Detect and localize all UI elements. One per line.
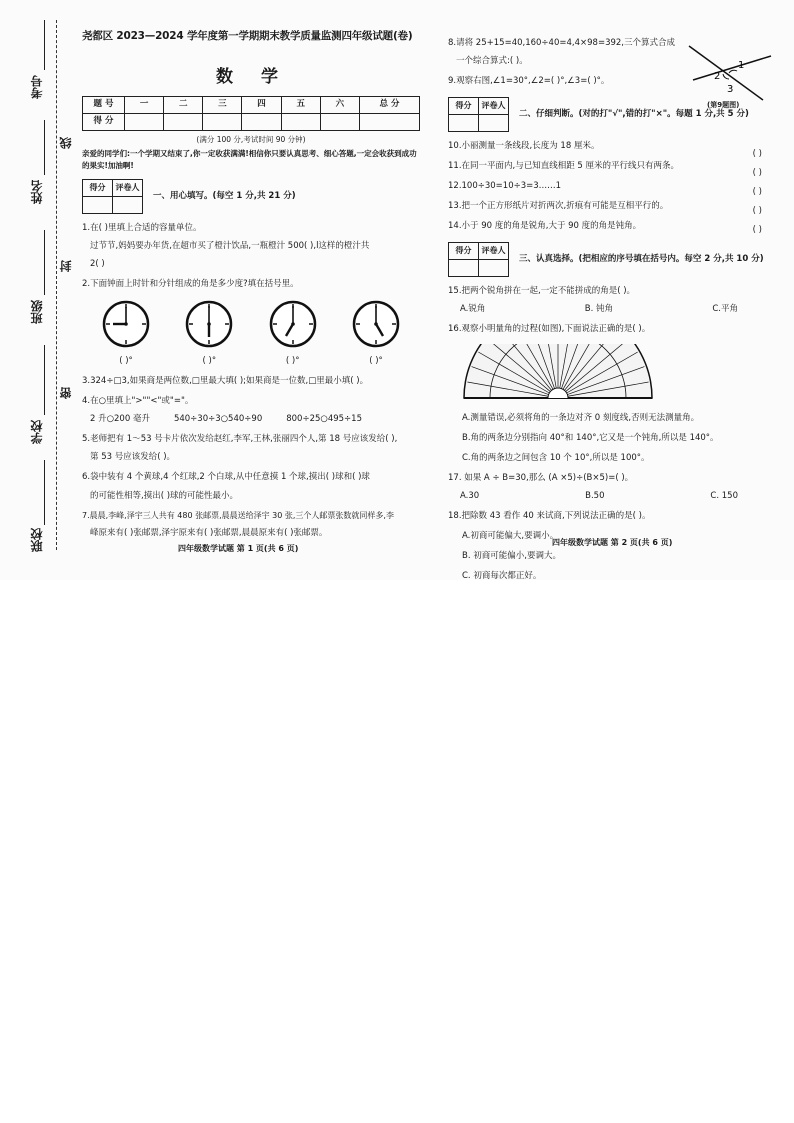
option: A.30 (460, 490, 480, 501)
tf-question: 11.在同一平面内,与已知直线相距 5 厘米的平行线只有两条。 (448, 161, 680, 172)
score-cell (164, 113, 203, 130)
label-class: 班级 (30, 300, 44, 324)
tf-answer-blank[interactable]: ( ) (752, 168, 762, 179)
option: C. 150 (710, 490, 738, 501)
question-17: 17. 如果 A ÷ B=30,那么 (A ×5)÷(B×5)=( )。 (448, 472, 634, 483)
question-5: 5.老师把有 1～53 号卡片依次发给赵红,李军,王林,张丽四个人,第 18 号应该发给( ), (82, 434, 398, 445)
section-2-title: 二、仔细判断。(对的打"√",错的打"×"。每题 1 分,共 5 分) (519, 109, 749, 120)
option: B.50 (585, 490, 605, 501)
page-2 (448, 38, 778, 582)
page-1 (82, 30, 420, 539)
label-exam-number: 考号 (30, 75, 44, 99)
field-name (44, 120, 45, 175)
score-cell (281, 113, 320, 130)
score-header-cell: 四 (242, 96, 281, 113)
field-union-school (44, 460, 45, 525)
option: C.平角 (712, 304, 738, 315)
grade-box-cell (479, 115, 509, 132)
question-6-line-b: 的可能性相等,摸出( )球的可能性最小。 (90, 490, 239, 501)
tf-answer-blank[interactable]: ( ) (752, 187, 762, 198)
question-16-option: A.测量错误,必须将角的一条边对齐 0 刻度线,否则无法测量角。 (462, 412, 700, 423)
question-1-line-a: 过节节,妈妈要办年货,在超市买了橙汁饮品,一瓶橙汁 500( ),l这样的橙汁共 (90, 241, 370, 252)
tf-question: 13.把一个正方形纸片对折两次,折痕有可能是互相平行的。 (448, 201, 669, 212)
question-15-options (448, 304, 778, 315)
angle-figure-icon (685, 42, 775, 104)
score-header-cell: 一 (125, 96, 164, 113)
seal-line (56, 20, 57, 550)
field-class (44, 230, 45, 295)
label-name: 姓名 (30, 180, 44, 204)
score-cell (242, 113, 281, 130)
grade-box-label: 评卷人 (479, 243, 509, 260)
grade-box-cell (479, 260, 509, 277)
label-school: 学校 (30, 420, 44, 444)
score-header-cell: 总 分 (360, 96, 420, 113)
subject-title: 数学 (216, 66, 306, 87)
score-header-cell: 二 (164, 96, 203, 113)
score-header-cell: 题 号 (83, 96, 125, 113)
grade-box-label: 得分 (449, 243, 479, 260)
clock-5-oclock-icon (352, 300, 400, 348)
seal-mark-line: 线 (59, 137, 73, 149)
field-school (44, 345, 45, 415)
question-18-option: C. 初商每次都正好。 (462, 570, 542, 581)
clock-answer: ( )° (285, 356, 300, 367)
question-4: 4.在○里填上">""<"或"="。 (82, 396, 194, 407)
angle-label-3: 3 (727, 84, 734, 95)
clock-answer: ( )° (119, 356, 133, 367)
angle-label-1: 1 (738, 60, 745, 71)
question-5-line-b: 第 53 号应该发给( )。 (90, 452, 176, 463)
option: B. 钝角 (584, 304, 613, 315)
clock-item (96, 300, 156, 367)
score-cell (320, 113, 359, 130)
clock-item (179, 300, 239, 367)
question-7: 7.晨晨,李峰,泽宇三人共有 480 张邮票,晨晨送给泽宇 30 张,三个人邮票张数就同样多,李 (82, 510, 394, 520)
grade-box-cell (449, 260, 479, 277)
grade-box (448, 242, 509, 277)
question-4-item: 800÷25○495÷15 (286, 414, 362, 425)
score-cell (203, 113, 242, 130)
section-3-title: 三、认真选择。(把相应的序号填在括号内。每空 2 分,共 10 分) (519, 254, 764, 265)
clock-6-oclock-icon (185, 300, 233, 348)
tf-question: 12.100÷30=10÷3=3……1 (448, 181, 562, 192)
section-3-header (448, 242, 778, 277)
question-4-item: 2 升○200 毫升 (90, 414, 150, 425)
score-cell (125, 113, 164, 130)
question-15: 15.把两个锐角拼在一起,一定不能拼成的角是( )。 (448, 286, 636, 297)
option: A.锐角 (460, 304, 486, 315)
exam-title: 尧都区 2023—2024 学年度第一学期期末教学质量监测四年级试题(卷) (82, 30, 413, 42)
figure-9-caption: (第9题图) (707, 101, 740, 109)
tf-answer-blank[interactable]: ( ) (752, 206, 762, 217)
seal-mark-seal: 封 (59, 260, 73, 272)
angle-label-2: 2 (714, 71, 721, 82)
intro-text: 亲爱的同学们:一个学期又结束了,你一定收获满满!相信你只要认真思考、细心答题,一定会收获到成功的果实!加油啊! (82, 149, 417, 170)
section-1-header (82, 179, 420, 214)
score-row-label: 得 分 (83, 113, 125, 130)
score-table (82, 96, 420, 131)
clock-7-oclock-icon (269, 300, 317, 348)
binding-margin (0, 0, 80, 575)
question-17-options (448, 491, 778, 502)
protractor-icon (460, 344, 656, 400)
exam-note: (满分 100 分,考试时间 90 分钟) (196, 134, 306, 144)
grade-box-cell (449, 115, 479, 132)
clock-answer: ( )° (369, 356, 383, 367)
grade-box (448, 97, 509, 132)
question-8: 8.请将 25+15=40,160÷40=4,4×98=392,三个算式合成 (448, 38, 675, 48)
question-9: 9.观察右图,∠1=30°,∠2=( )°,∠3=( )°。 (448, 76, 610, 87)
question-18-option: A.初商可能偏大,要调小。 (462, 530, 559, 541)
grade-box-cell (113, 196, 143, 213)
seal-mark-secret: 密 (59, 387, 73, 399)
clock-item (263, 300, 323, 367)
field-exam-number (44, 20, 45, 70)
label-union-school: 联校 (30, 528, 44, 552)
score-header-cell: 六 (320, 96, 359, 113)
grade-box-cell (83, 196, 113, 213)
clock-item (346, 300, 406, 367)
question-16: 16.观察小明量角的过程(如图),下面说法正确的是( )。 (448, 324, 651, 335)
grade-box-label: 得分 (83, 179, 113, 196)
question-2: 2.下面钟面上时针和分针组成的角是多少度?填在括号里。 (82, 279, 299, 290)
tf-question: 14.小于 90 度的角是锐角,大于 90 度的角是钝角。 (448, 221, 642, 232)
clock-row (82, 296, 420, 367)
section-1-title: 一、用心填写。(每空 1 分,共 21 分) (153, 190, 296, 201)
grade-box-label: 评卷人 (479, 98, 509, 115)
question-16-option: C.角的两条边之间包含 10 个 10°,所以是 100°。 (462, 452, 650, 463)
question-8-line-b: 一个综合算式:( )。 (456, 56, 528, 67)
question-7-line-b: 峰原来有( )张邮票,泽宇原来有( )张邮票,晨晨原来有( )张邮票。 (90, 527, 328, 538)
true-false-list (448, 141, 778, 236)
grade-box (82, 179, 143, 214)
question-1: 1.在( )里填上合适的容量单位。 (82, 222, 202, 233)
score-header-cell: 三 (203, 96, 242, 113)
question-16-option: B.角的两条边分别指向 40°和 140°,它又是一个钝角,所以是 140°。 (462, 432, 719, 443)
page-2-footer: 四年级数学试题 第 2 页(共 6 页) (552, 538, 673, 547)
tf-question: 10.小丽测量一条线段,长度为 18 厘米。 (448, 141, 600, 152)
grade-box-label: 得分 (449, 98, 479, 115)
score-header-cell: 五 (281, 96, 320, 113)
question-4-item: 540÷30÷3○540÷90 (173, 414, 263, 425)
question-6: 6.袋中装有 4 个黄球,4 个红球,2 个白球,从中任意摸 1 个球,摸出( )球和( )球 (82, 472, 370, 483)
score-cell (360, 113, 420, 130)
question-1-line-b: 2( ) (90, 259, 105, 270)
question-4-items (82, 414, 420, 425)
question-18: 18.把除数 43 看作 40 来试商,下列说法正确的是( )。 (448, 510, 651, 521)
question-3: 3.324÷□3,如果商是两位数,□里最大填( );如果商是一位数,□里最小填( )。 (82, 376, 369, 387)
tf-answer-blank[interactable]: ( ) (752, 149, 762, 160)
tf-answer-blank[interactable]: ( ) (752, 225, 762, 236)
question-18-option: B. 初商可能偏小,要调大。 (462, 550, 561, 561)
page-1-footer: 四年级数学试题 第 1 页(共 6 页) (178, 544, 299, 553)
grade-box-label: 评卷人 (113, 179, 143, 196)
clock-9-oclock-icon (102, 300, 150, 348)
clock-answer: ( )° (202, 356, 217, 367)
